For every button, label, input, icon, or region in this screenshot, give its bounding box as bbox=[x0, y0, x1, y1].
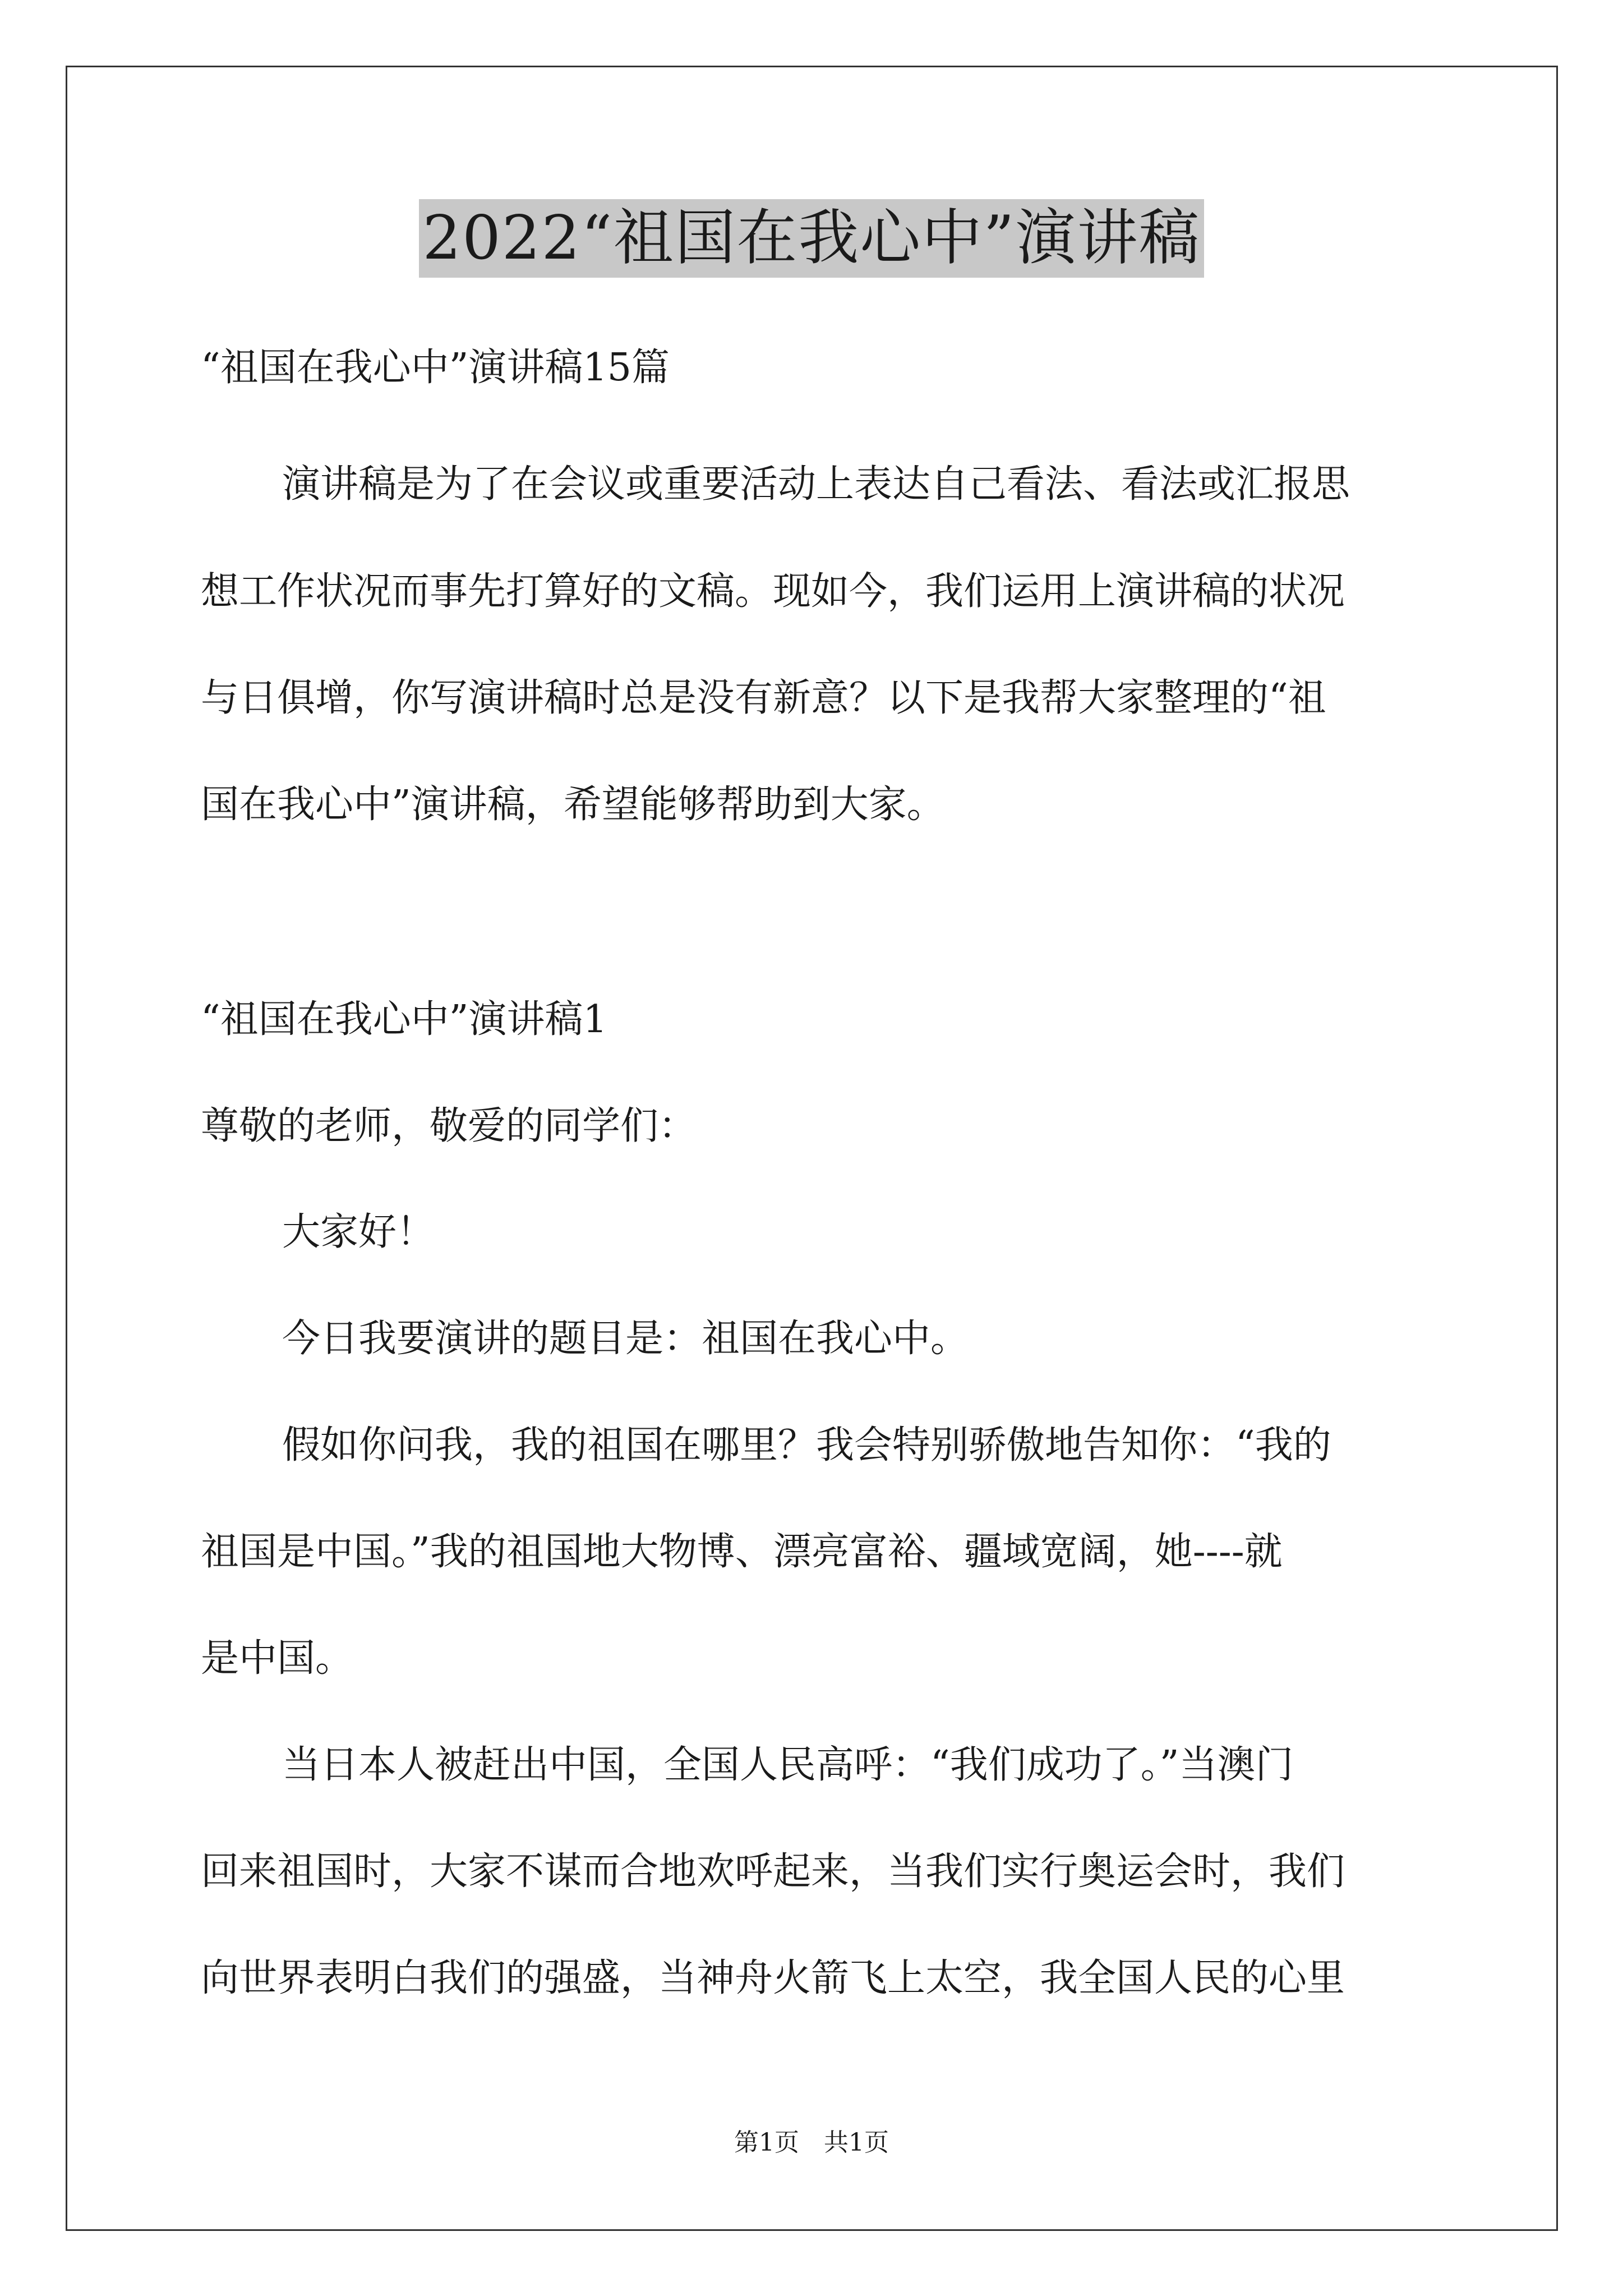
title-container bbox=[0, 199, 1623, 278]
topic-line: 今日我要演讲的题目是：祖国在我心中。 bbox=[282, 1317, 969, 1361]
paragraph2-line-3: 向世界表明白我们的强盛，当神舟火箭飞上太空，我全国人民的心里 bbox=[201, 1956, 1345, 2000]
paragraph1-line-2: 祖国是中国。”我的祖国地大物博、漂亮富裕、疆域宽阔，她----就 bbox=[201, 1530, 1283, 1574]
paragraph2-line-1: 当日本人被赶出中国，全国人民高呼：“我们成功了。”当澳门 bbox=[282, 1743, 1294, 1787]
section-heading: “祖国在我心中”演讲稿1 bbox=[201, 997, 607, 1042]
salutation: 尊敬的老师，敬爱的同学们： bbox=[201, 1104, 697, 1148]
intro-line-3: 与日俱增，你写演讲稿时总是没有新意？以下是我帮大家整理的“祖 bbox=[201, 676, 1326, 720]
intro-line-1: 演讲稿是为了在会议或重要活动上表达自己看法、看法或汇报思 bbox=[282, 462, 1350, 507]
paragraph1-line-1: 假如你问我，我的祖国在哪里？我会特别骄傲地告知你：“我的 bbox=[282, 1423, 1331, 1467]
paragraph1-line-3: 是中国。 bbox=[201, 1636, 354, 1681]
document-title: 2022“祖国在我心中”演讲稿 bbox=[419, 199, 1204, 278]
intro-line-4: 国在我心中”演讲稿，希望能够帮助到大家。 bbox=[201, 783, 945, 827]
page-number-footer: 第1页 共1页 bbox=[734, 2128, 889, 2157]
intro-line-2: 想工作状况而事先打算好的文稿。现如今，我们运用上演讲稿的状况 bbox=[201, 569, 1345, 614]
greeting: 大家好！ bbox=[282, 1210, 435, 1254]
paragraph2-line-2: 回来祖国时，大家不谋而合地欢呼起来，当我们实行奥运会时，我们 bbox=[201, 1849, 1345, 1894]
document-subtitle: “祖国在我心中”演讲稿15篇 bbox=[201, 346, 670, 390]
